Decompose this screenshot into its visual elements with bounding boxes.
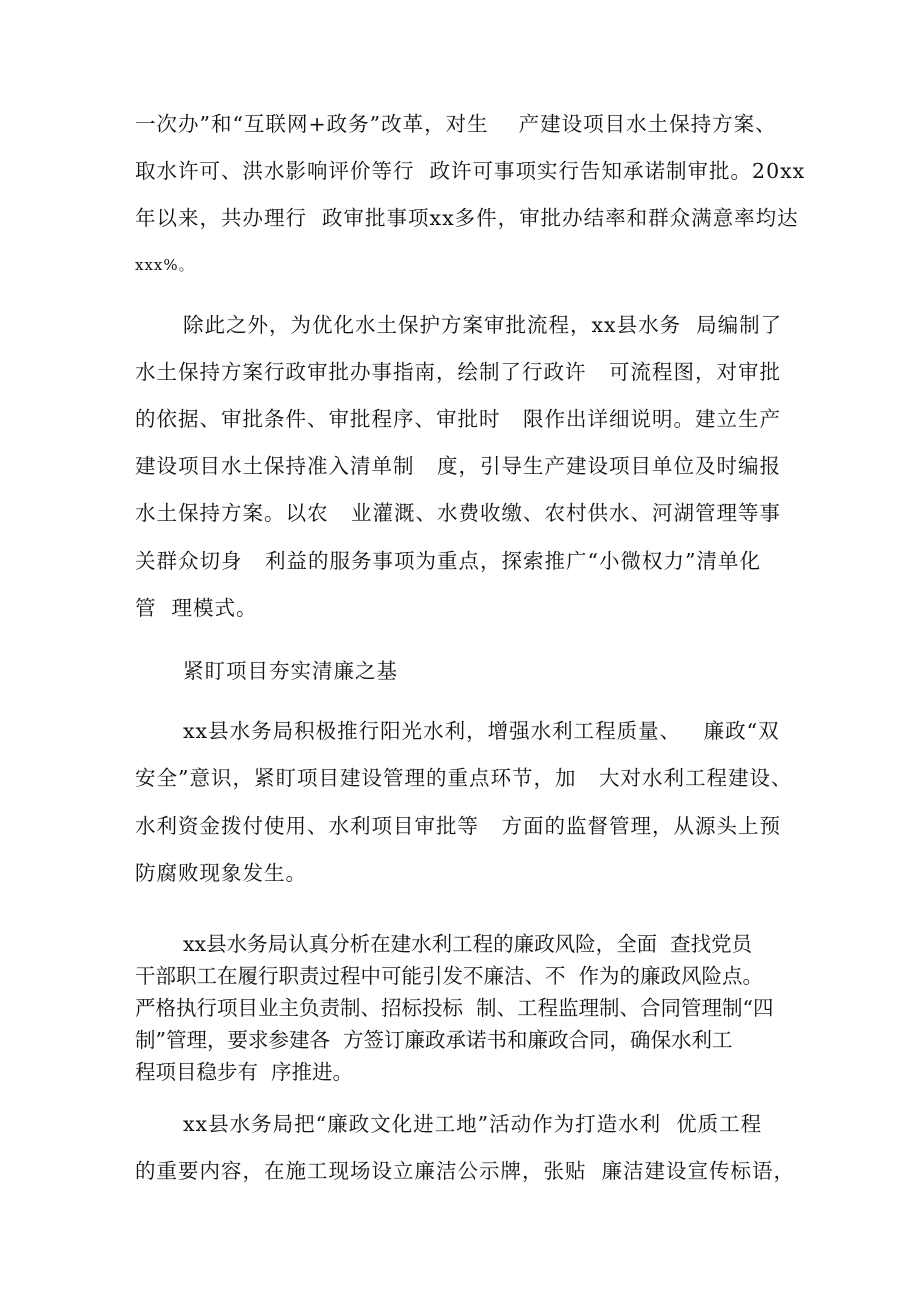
text-line: xx县水务局认真分析在建水利工程的廉政风险，全面 查找党员 [183,932,753,956]
text-line: 安全”意识，紧盯项目建设管理的重点环节，加 大对水利工程建设、 [135,766,793,790]
text-line: 管 理模式。 [135,596,258,620]
section-heading: 紧盯项目夯实清廉之基 [183,659,398,683]
text-line: 严格执行项目业主负责制、招标投标 制、工程监理制、合同管理制“四 [135,996,774,1020]
text-line: xx县水务局把“廉政文化进工地”活动作为打造水利 优质工程 [183,1112,763,1136]
text-line: 关群众切身 利益的服务事项为重点，探索推广“小微权力”清单化 [135,549,762,573]
text-line: 干部职工在履行职责过程中可能引发不廉洁、不 作为的廉政风险点。 [135,964,764,988]
text-line: 程项目稳步有 序推进。 [135,1060,354,1084]
text-line: xx县水务局积极推行阳光水利，增强水利工程质量、 廉政“双 [183,719,780,743]
text-line: xxx%。 [135,256,195,274]
text-line: 的依据、审批条件、审批程序、审批时 限作出详细说明。建立生产 [135,407,782,431]
text-line: 水利资金拨付使用、水利项目审批等 方面的监督管理，从源头上预 [135,814,782,838]
text-line: 取水许可、洪水影响评价等行 政许可事项实行告知承诺制审批。20xx [135,159,806,183]
text-line: 建设项目水土保持准入清单制 度，引导生产建设项目单位及时编报 [135,454,782,478]
text-line: 制”管理，要求参建各 方签订廉政承诺书和廉政合同，确保水利工 [135,1028,733,1052]
text-line: 防腐败现象发生。 [135,861,307,885]
text-line: 除此之外，为优化水土保护方案审批流程，xx县水务 局编制了 [183,313,783,337]
text-line: 水土保持方案。以农 业灌溉、水费收缴、农村供水、河湖管理等事 [135,501,782,525]
text-line: 水土保持方案行政审批办事指南，绘制了行政许 可流程图，对审批 [135,360,782,384]
text-line: 一次办”和“互联网+政务”改革，对生 产建设项目水土保持方案、 [135,112,777,136]
text-line: 年以来，共办理行 政审批事项xx多件，审批办结率和群众满意率均达 [135,206,799,230]
text-line: 的重要内容，在施工现场设立廉洁公示牌，张贴 廉洁建设宣传标语， [135,1159,796,1183]
